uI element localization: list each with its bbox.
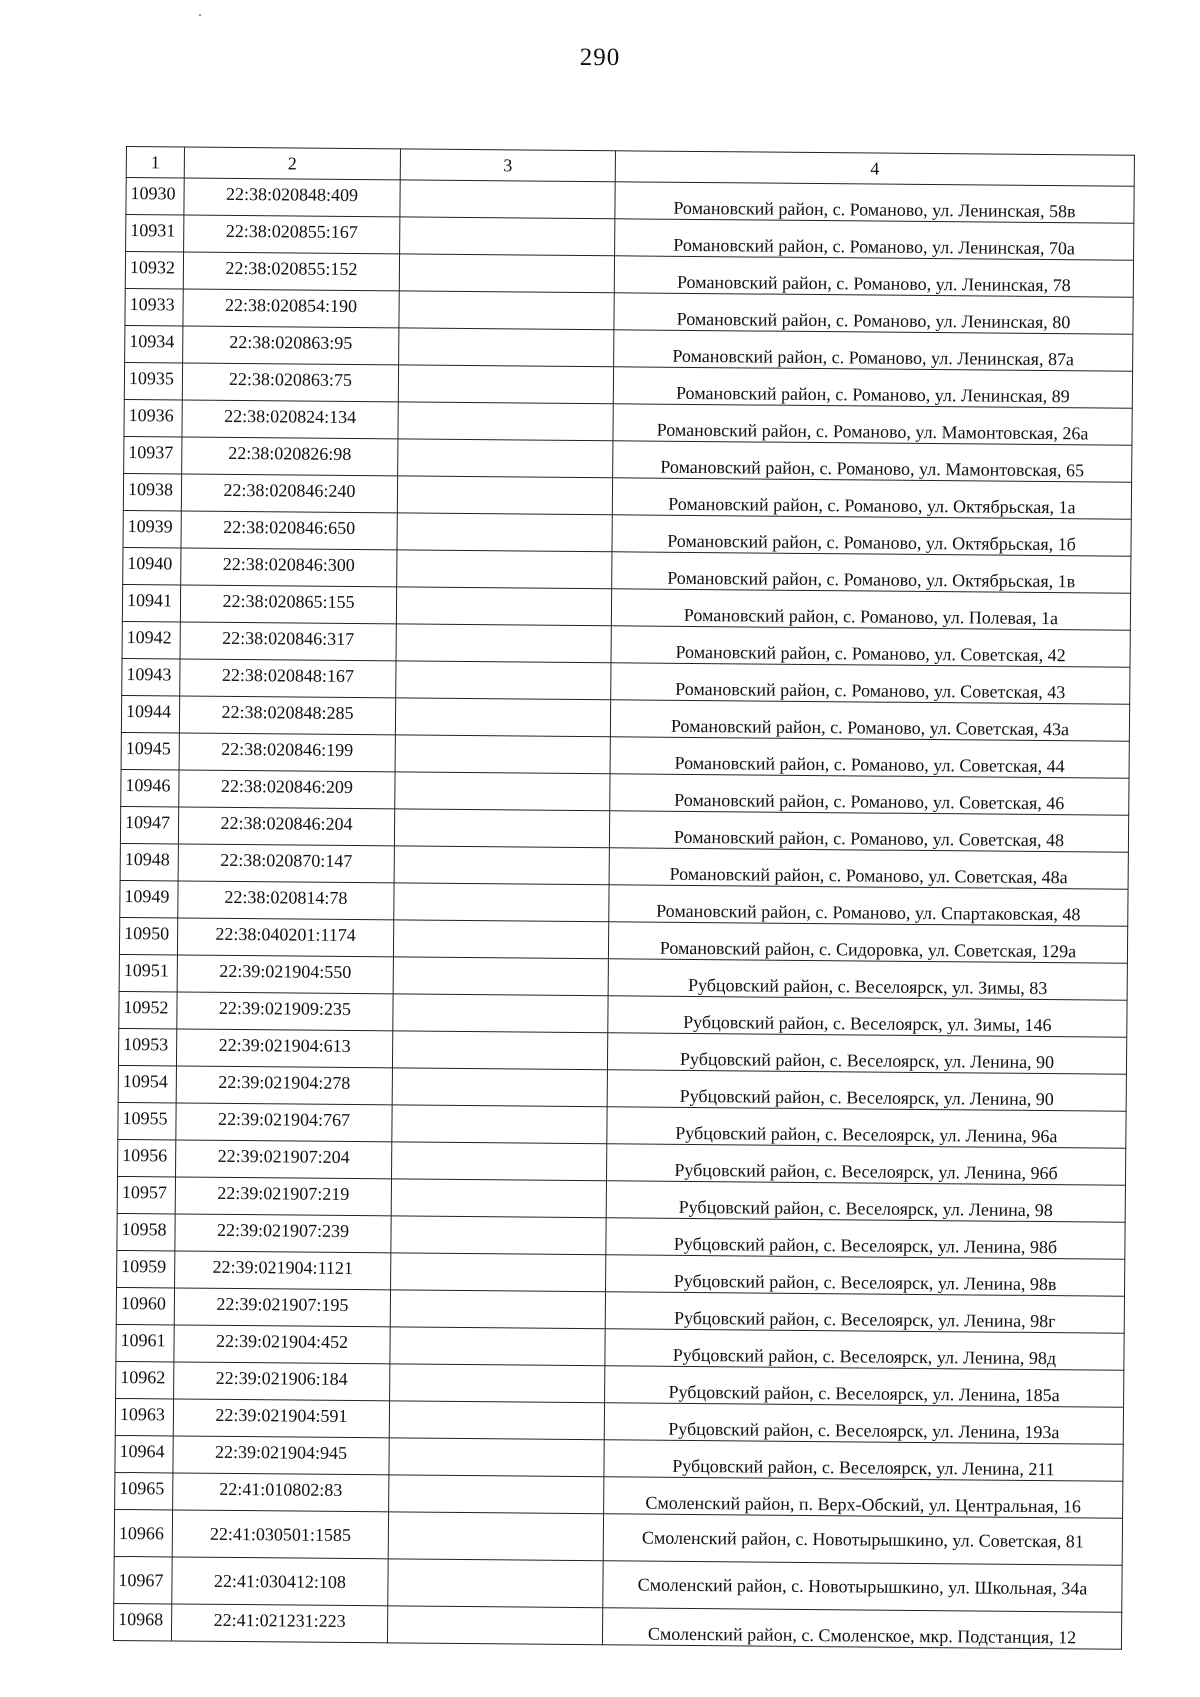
cadastral-number-cell: 22:38:020854:190 (183, 289, 399, 328)
note-cell (391, 1179, 606, 1218)
row-number-cell: 10967 (114, 1556, 172, 1604)
row-number-cell: 10953 (118, 1028, 176, 1066)
row-number-cell: 10930 (126, 178, 184, 216)
column-header-2: 2 (184, 147, 400, 180)
row-number-cell: 10957 (117, 1176, 175, 1214)
column-header-3: 3 (400, 149, 615, 182)
note-cell (390, 1327, 605, 1366)
cadastral-number-cell: 22:39:021907:204 (176, 1140, 392, 1179)
row-number-cell: 10960 (116, 1287, 174, 1325)
cadastral-number-cell: 22:39:021906:184 (174, 1362, 390, 1401)
note-cell (397, 550, 612, 589)
cadastral-number-cell: 22:39:021904:591 (173, 1399, 389, 1438)
note-cell (389, 1438, 604, 1477)
address-cell: Романовский район, с. Романово, ул. Советская, 44 (610, 737, 1129, 779)
row-number-cell: 10955 (118, 1102, 176, 1140)
note-cell (393, 994, 608, 1033)
cadastral-number-cell: 22:39:021907:219 (175, 1177, 391, 1216)
cadastral-number-cell: 22:39:021907:195 (174, 1288, 390, 1327)
note-cell (400, 180, 615, 219)
address-cell: Рубцовский район, с. Веселоярск, ул. Ленина, 98г (605, 1292, 1124, 1334)
note-cell (399, 254, 614, 293)
row-number-cell: 10948 (120, 843, 178, 881)
note-cell (387, 1606, 602, 1645)
note-cell (392, 1068, 607, 1107)
address-cell: Рубцовский район, с. Веселоярск, ул. Ленина, 98д (605, 1329, 1124, 1371)
address-cell: Романовский район, с. Романово, ул. Советская, 43а (610, 700, 1129, 742)
address-cell: Романовский район, с. Романово, ул. Октябрьская, 1а (612, 478, 1131, 520)
row-number-cell: 10938 (123, 473, 181, 511)
note-cell (398, 439, 613, 478)
row-number-cell: 10940 (123, 547, 181, 585)
row-number-cell: 10966 (114, 1509, 172, 1557)
column-header-4: 4 (615, 151, 1134, 187)
address-cell: Романовский район, с. Романово, ул. Октябрьская, 1в (612, 552, 1131, 594)
cadastral-number-cell: 22:39:021904:945 (173, 1436, 389, 1475)
note-cell (395, 698, 610, 737)
cadastral-number-cell: 22:38:020848:285 (179, 696, 395, 735)
row-number-cell: 10936 (124, 399, 182, 437)
address-cell: Романовский район, с. Романово, ул. Ленинская, 78 (614, 256, 1133, 298)
row-number-cell: 10952 (119, 991, 177, 1029)
cadastral-number-cell: 22:41:030412:108 (172, 1557, 388, 1606)
address-cell: Смоленский район, с. Новотырышкино, ул. Советская, 81 (603, 1514, 1122, 1566)
cadastral-number-cell: 22:38:020824:134 (182, 400, 398, 439)
row-number-cell: 10943 (122, 658, 180, 696)
row-number-cell: 10949 (120, 880, 178, 918)
note-cell (395, 735, 610, 774)
address-cell: Рубцовский район, с. Веселоярск, ул. Ленина, 98б (606, 1218, 1125, 1260)
note-cell (395, 772, 610, 811)
cadastral-number-cell: 22:39:021909:235 (177, 992, 393, 1031)
address-cell: Романовский район, с. Романово, ул. Советская, 43 (611, 663, 1130, 705)
note-cell (391, 1216, 606, 1255)
row-number-cell: 10965 (115, 1472, 173, 1510)
note-cell (391, 1142, 606, 1181)
note-cell (392, 1031, 607, 1070)
address-cell: Романовский район, с. Романово, ул. Ленинская, 80 (614, 293, 1133, 335)
row-number-cell: 10959 (117, 1250, 175, 1288)
cadastral-number-cell: 22:39:021904:613 (176, 1029, 392, 1068)
scan-speck (199, 14, 201, 16)
note-cell (393, 920, 608, 959)
row-number-cell: 10964 (115, 1435, 173, 1473)
address-cell: Рубцовский район, с. Веселоярск, ул. Ленина, 211 (604, 1440, 1123, 1482)
address-cell: Романовский район, с. Романово, ул. Советская, 48а (609, 848, 1128, 890)
address-cell: Рубцовский район, с. Веселоярск, ул. Ленина, 90 (607, 1070, 1126, 1112)
cadastral-number-cell: 22:38:020846:199 (179, 733, 395, 772)
address-cell: Рубцовский район, с. Веселоярск, ул. Ленина, 90 (607, 1033, 1126, 1075)
address-cell: Романовский район, с. Романово, ул. Мамонтовская, 26а (613, 404, 1132, 446)
cadastral-number-cell: 22:38:020846:650 (181, 511, 397, 550)
note-cell (390, 1364, 605, 1403)
row-number-cell: 10942 (122, 621, 180, 659)
note-cell (388, 1559, 603, 1608)
cadastral-number-cell: 22:39:021907:239 (175, 1214, 391, 1253)
cadastral-number-cell: 22:38:020846:209 (179, 770, 395, 809)
note-cell (397, 476, 612, 515)
row-number-cell: 10933 (125, 288, 183, 326)
row-number-cell: 10947 (120, 806, 178, 844)
cadastral-number-cell: 22:38:020846:300 (181, 548, 397, 587)
cadastral-number-cell: 22:38:020863:75 (182, 363, 398, 402)
row-number-cell: 10956 (118, 1139, 176, 1177)
address-cell: Рубцовский район, с. Веселоярск, ул. Ленина, 96б (606, 1144, 1125, 1186)
note-cell (389, 1401, 604, 1440)
address-cell: Рубцовский район, с. Веселоярск, ул. Ленина, 98в (606, 1255, 1125, 1297)
cadastral-number-cell: 22:38:020855:152 (183, 252, 399, 291)
address-cell: Романовский район, с. Романово, ул. Мамонтовская, 65 (613, 441, 1132, 483)
note-cell (393, 957, 608, 996)
cadastral-number-cell: 22:39:021904:550 (177, 955, 393, 994)
note-cell (400, 217, 615, 256)
cadastral-number-cell: 22:41:021231:223 (171, 1604, 387, 1643)
cadastral-number-cell: 22:38:020865:155 (180, 585, 396, 624)
address-cell: Романовский район, с. Романово, ул. Советская, 48 (609, 811, 1128, 853)
row-number-cell: 10931 (126, 215, 184, 253)
cadastral-number-cell: 22:38:020863:95 (183, 326, 399, 365)
row-number-cell: 10951 (119, 954, 177, 992)
address-cell: Романовский район, с. Романово, ул. Советская, 46 (610, 774, 1129, 816)
address-cell: Романовский район, с. Романово, ул. Октябрьская, 1б (612, 515, 1131, 557)
cadastral-number-cell: 22:38:020848:409 (184, 178, 400, 217)
address-cell: Романовский район, с. Сидоровка, ул. Советская, 129а (608, 922, 1127, 964)
note-cell (390, 1290, 605, 1329)
table-body (113, 178, 1134, 1650)
address-cell: Рубцовский район, с. Веселоярск, ул. Ленина, 96а (607, 1107, 1126, 1149)
cadastral-number-cell: 22:38:040201:1174 (177, 918, 393, 957)
row-number-cell: 10968 (113, 1603, 171, 1641)
address-cell: Рубцовский район, с. Веселоярск, ул. Ленина, 193а (604, 1403, 1123, 1445)
cadastral-number-cell: 22:41:010802:83 (173, 1473, 389, 1512)
column-header-1: 1 (126, 147, 184, 179)
address-cell: Романовский район, с. Романово, ул. Ленинская, 58в (615, 182, 1134, 224)
address-cell: Романовский район, с. Романово, ул. Спартаковская, 48 (609, 885, 1128, 927)
note-cell (396, 661, 611, 700)
address-cell: Смоленский район, п. Верх-Обский, ул. Центральная, 16 (604, 1477, 1123, 1519)
row-number-cell: 10932 (125, 252, 183, 290)
row-number-cell: 10962 (116, 1361, 174, 1399)
address-cell: Смоленский район, с. Смоленское, мкр. Подстанция, 12 (602, 1608, 1121, 1650)
row-number-cell: 10950 (119, 917, 177, 955)
address-cell: Романовский район, с. Романово, ул. Ленинская, 70а (615, 219, 1134, 261)
note-cell (392, 1105, 607, 1144)
address-cell: Романовский район, с. Романово, ул. Ленинская, 89 (613, 367, 1132, 409)
row-number-cell: 10937 (124, 436, 182, 474)
row-number-cell: 10963 (115, 1398, 173, 1436)
register-table (113, 146, 1135, 1650)
address-cell: Рубцовский район, с. Веселоярск, ул. Ленина, 185а (605, 1366, 1124, 1408)
address-cell: Рубцовский район, с. Веселоярск, ул. Ленина, 98 (606, 1181, 1125, 1223)
note-cell (394, 846, 609, 885)
row-number-cell: 10958 (117, 1213, 175, 1251)
address-cell: Рубцовский район, с. Веселоярск, ул. Зимы, 146 (608, 996, 1127, 1038)
cadastral-number-cell: 22:39:021904:1121 (175, 1251, 391, 1290)
note-cell (397, 513, 612, 552)
address-cell: Романовский район, с. Романово, ул. Полевая, 1а (611, 589, 1130, 631)
note-cell (394, 883, 609, 922)
row-number-cell: 10939 (123, 510, 181, 548)
note-cell (388, 1512, 603, 1561)
cadastral-number-cell: 22:38:020814:78 (178, 881, 394, 920)
cadastral-number-cell: 22:41:030501:1585 (172, 1510, 388, 1559)
row-number-cell: 10954 (118, 1065, 176, 1103)
note-cell (396, 624, 611, 663)
cadastral-number-cell: 22:38:020846:317 (180, 622, 396, 661)
address-cell: Романовский район, с. Романово, ул. Советская, 42 (611, 626, 1130, 668)
address-cell: Романовский район, с. Романово, ул. Ленинская, 87а (614, 330, 1133, 372)
table-row (113, 1603, 1121, 1649)
note-cell (399, 328, 614, 367)
page-number: 290 (579, 44, 621, 71)
cadastral-number-cell: 22:38:020846:240 (181, 474, 397, 513)
cadastral-number-cell: 22:39:021904:278 (176, 1066, 392, 1105)
note-cell (389, 1475, 604, 1514)
row-number-cell: 10961 (116, 1324, 174, 1362)
cadastral-number-cell: 22:38:020848:167 (180, 659, 396, 698)
cadastral-number-cell: 22:38:020855:167 (184, 215, 400, 254)
row-number-cell: 10935 (124, 362, 182, 400)
row-number-cell: 10946 (121, 769, 179, 807)
address-cell: Рубцовский район, с. Веселоярск, ул. Зимы, 83 (608, 959, 1127, 1001)
address-cell: Смоленский район, с. Новотырышкино, ул. Школьная, 34а (603, 1561, 1122, 1613)
cadastral-number-cell: 22:39:021904:767 (176, 1103, 392, 1142)
row-number-cell: 10934 (125, 325, 183, 363)
row-number-cell: 10944 (121, 695, 179, 733)
row-number-cell: 10945 (121, 732, 179, 770)
cadastral-number-cell: 22:38:020846:204 (178, 807, 394, 846)
cadastral-number-cell: 22:38:020870:147 (178, 844, 394, 883)
note-cell (391, 1253, 606, 1292)
cadastral-number-cell: 22:38:020826:98 (182, 437, 398, 476)
cadastral-number-cell: 22:39:021904:452 (174, 1325, 390, 1364)
note-cell (394, 809, 609, 848)
note-cell (398, 402, 613, 441)
note-cell (396, 587, 611, 626)
row-number-cell: 10941 (122, 584, 180, 622)
note-cell (399, 291, 614, 330)
note-cell (398, 365, 613, 404)
